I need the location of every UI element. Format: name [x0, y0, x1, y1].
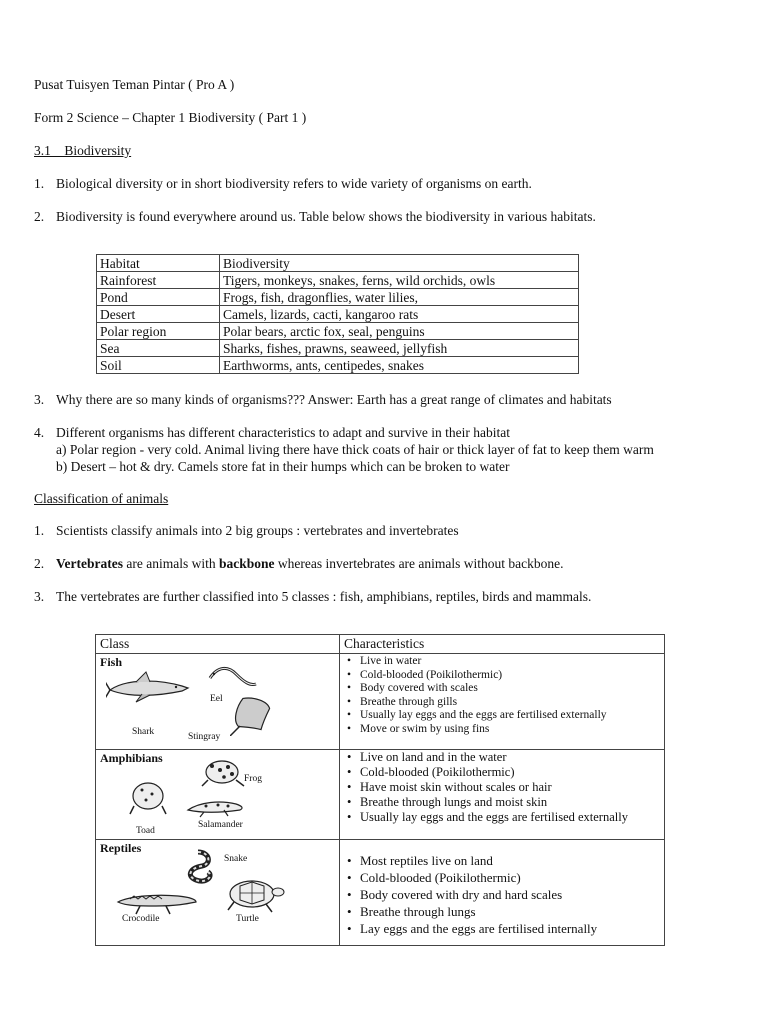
crocodile-illustration [116, 884, 198, 918]
turtle-illustration [220, 874, 286, 916]
characteristic-item: • Cold-blooded (Poikilothermic) [344, 869, 660, 886]
biodiversity-cell: Frogs, fish, dragonflies, water lilies, [220, 289, 579, 306]
characteristics-cell [340, 750, 665, 840]
characteristic-item: • Body covered with scales [344, 682, 660, 696]
biodiversity-cell: Sharks, fishes, prawns, seaweed, jellyfish [220, 340, 579, 357]
point-number: 3. [34, 392, 45, 407]
characteristic-item: • Live on land and in the water [344, 750, 660, 765]
class-name: Fish [100, 655, 123, 670]
habitat-cell: Polar region [97, 323, 220, 340]
point-number: 1. [34, 176, 45, 191]
toad-label: Toad [136, 826, 155, 837]
point-3 [34, 392, 612, 408]
stingray-illustration [230, 692, 274, 736]
characteristic-item: • Body covered with dry and hard scales [344, 886, 660, 903]
point-2 [34, 209, 596, 225]
table-row-amphibians [96, 750, 665, 840]
classification-point-2 [34, 556, 564, 572]
point-4a: a) Polar region - very cold. Animal living there have thick coats of hair or thick layer of fat to keep them warm [56, 442, 654, 457]
characteristics-list [344, 852, 660, 937]
class-name: Reptiles [100, 841, 142, 856]
habitat-cell: Sea [97, 340, 220, 357]
section-heading-classification: Classification of animals [34, 491, 169, 506]
characteristics-list [344, 750, 660, 825]
point-number: 3. [34, 589, 45, 604]
point-text: whereas invertebrates are animals without backbone. [274, 556, 564, 571]
class-cell [96, 750, 340, 840]
snake-label: Snake [224, 854, 248, 865]
eel-illustration [206, 664, 258, 690]
table-row-fish [96, 654, 665, 750]
institution-title: Pusat Tuisyen Teman Pintar ( Pro A ) [34, 77, 235, 92]
habitat-cell: Desert [97, 306, 220, 323]
toad-illustration [126, 776, 170, 816]
turtle-label: Turtle [236, 914, 259, 925]
characteristic-item: • Breathe through lungs and moist skin [344, 795, 660, 810]
point-number: 4. [34, 425, 45, 440]
crocodile-label: Crocodile [122, 914, 160, 925]
table-header-row [97, 255, 579, 272]
habitat-cell: Rainforest [97, 272, 220, 289]
header-cell: Characteristics [340, 635, 665, 654]
eel-label: Eel [210, 694, 223, 705]
stingray-label: Stingray [188, 732, 221, 743]
biodiversity-cell: Polar bears, arctic fox, seal, penguins [220, 323, 579, 340]
point-number: 1. [34, 523, 45, 538]
shark-illustration [106, 670, 190, 706]
classification-point-3 [34, 589, 591, 605]
point-text: Scientists classify animals into 2 big groups : vertebrates and invertebrates [56, 523, 459, 538]
point-text: Biological diversity or in short biodiversity refers to wide variety of organisms on earth. [56, 176, 532, 191]
point-text: Why there are so many kinds of organisms??? Answer: Earth has a great range of climates and habitats [56, 392, 612, 407]
table-row [97, 357, 579, 374]
point-number: 2. [34, 209, 45, 224]
table-row [97, 289, 579, 306]
characteristics-list [344, 655, 660, 736]
bold-term: Vertebrates [56, 556, 123, 571]
point-text: are animals with [122, 556, 219, 571]
frog-illustration [200, 754, 248, 788]
point-text: Different organisms has different characteristics to adapt and survive in their habitat [56, 425, 510, 440]
chapter-title: Form 2 Science – Chapter 1 Biodiversity ( Part 1 ) [34, 110, 307, 125]
class-cell [96, 840, 340, 946]
header-cell: Biodiversity [220, 255, 579, 272]
table-row [97, 340, 579, 357]
table-row [97, 323, 579, 340]
class-table [95, 634, 665, 946]
class-name: Amphibians [100, 751, 163, 766]
point-text: The vertebrates are further classified into 5 classes : fish, amphibians, reptiles, birds and mammals. [56, 589, 592, 604]
point-4 [34, 425, 510, 441]
characteristics-cell [340, 840, 665, 946]
characteristic-item: • Breathe through gills [344, 696, 660, 710]
characteristic-item: • Usually lay eggs and the eggs are fertilised externally [344, 810, 660, 825]
table-row [97, 272, 579, 289]
characteristic-item: • Have moist skin without scales or hair [344, 780, 660, 795]
characteristic-item: • Cold-blooded (Poikilothermic) [344, 765, 660, 780]
point-text: Biodiversity is found everywhere around us. Table below shows the biodiversity in various habitats. [56, 209, 596, 224]
table-row-reptiles [96, 840, 665, 946]
biodiversity-cell: Tigers, monkeys, snakes, ferns, wild orchids, owls [220, 272, 579, 289]
point-4b: b) Desert – hot & dry. Camels store fat in their humps which can be broken to water [56, 459, 510, 474]
point-number: 2. [34, 556, 45, 571]
characteristics-cell [340, 654, 665, 750]
characteristic-item: • Usually lay eggs and the eggs are fertilised externally [344, 709, 660, 723]
characteristic-item: • Cold-blooded (Poikilothermic) [344, 669, 660, 683]
characteristic-item: • Live in water [344, 655, 660, 669]
characteristic-item: • Most reptiles live on land [344, 852, 660, 869]
header-cell: Class [96, 635, 340, 654]
header-cell: Habitat [97, 255, 220, 272]
table-header-row [96, 635, 665, 654]
point-1 [34, 176, 532, 192]
habitat-table [96, 254, 579, 374]
biodiversity-cell: Earthworms, ants, centipedes, snakes [220, 357, 579, 374]
biodiversity-cell: Camels, lizards, cacti, kangaroo rats [220, 306, 579, 323]
class-cell [96, 654, 340, 750]
snake-illustration [178, 846, 218, 888]
section-heading-biodiversity: 3.1 Biodiversity [34, 143, 132, 158]
salamander-illustration [186, 794, 246, 818]
bold-term: backbone [218, 556, 275, 571]
shark-label: Shark [132, 727, 155, 738]
habitat-cell: Pond [97, 289, 220, 306]
classification-point-1 [34, 523, 459, 539]
characteristic-item: • Lay eggs and the eggs are fertilised internally [344, 920, 660, 937]
characteristic-item: • Breathe through lungs [344, 903, 660, 920]
frog-label: Frog [244, 774, 262, 785]
table-row [97, 306, 579, 323]
salamander-label: Salamander [198, 820, 243, 831]
characteristic-item: • Move or swim by using fins [344, 723, 660, 737]
habitat-cell: Soil [97, 357, 220, 374]
